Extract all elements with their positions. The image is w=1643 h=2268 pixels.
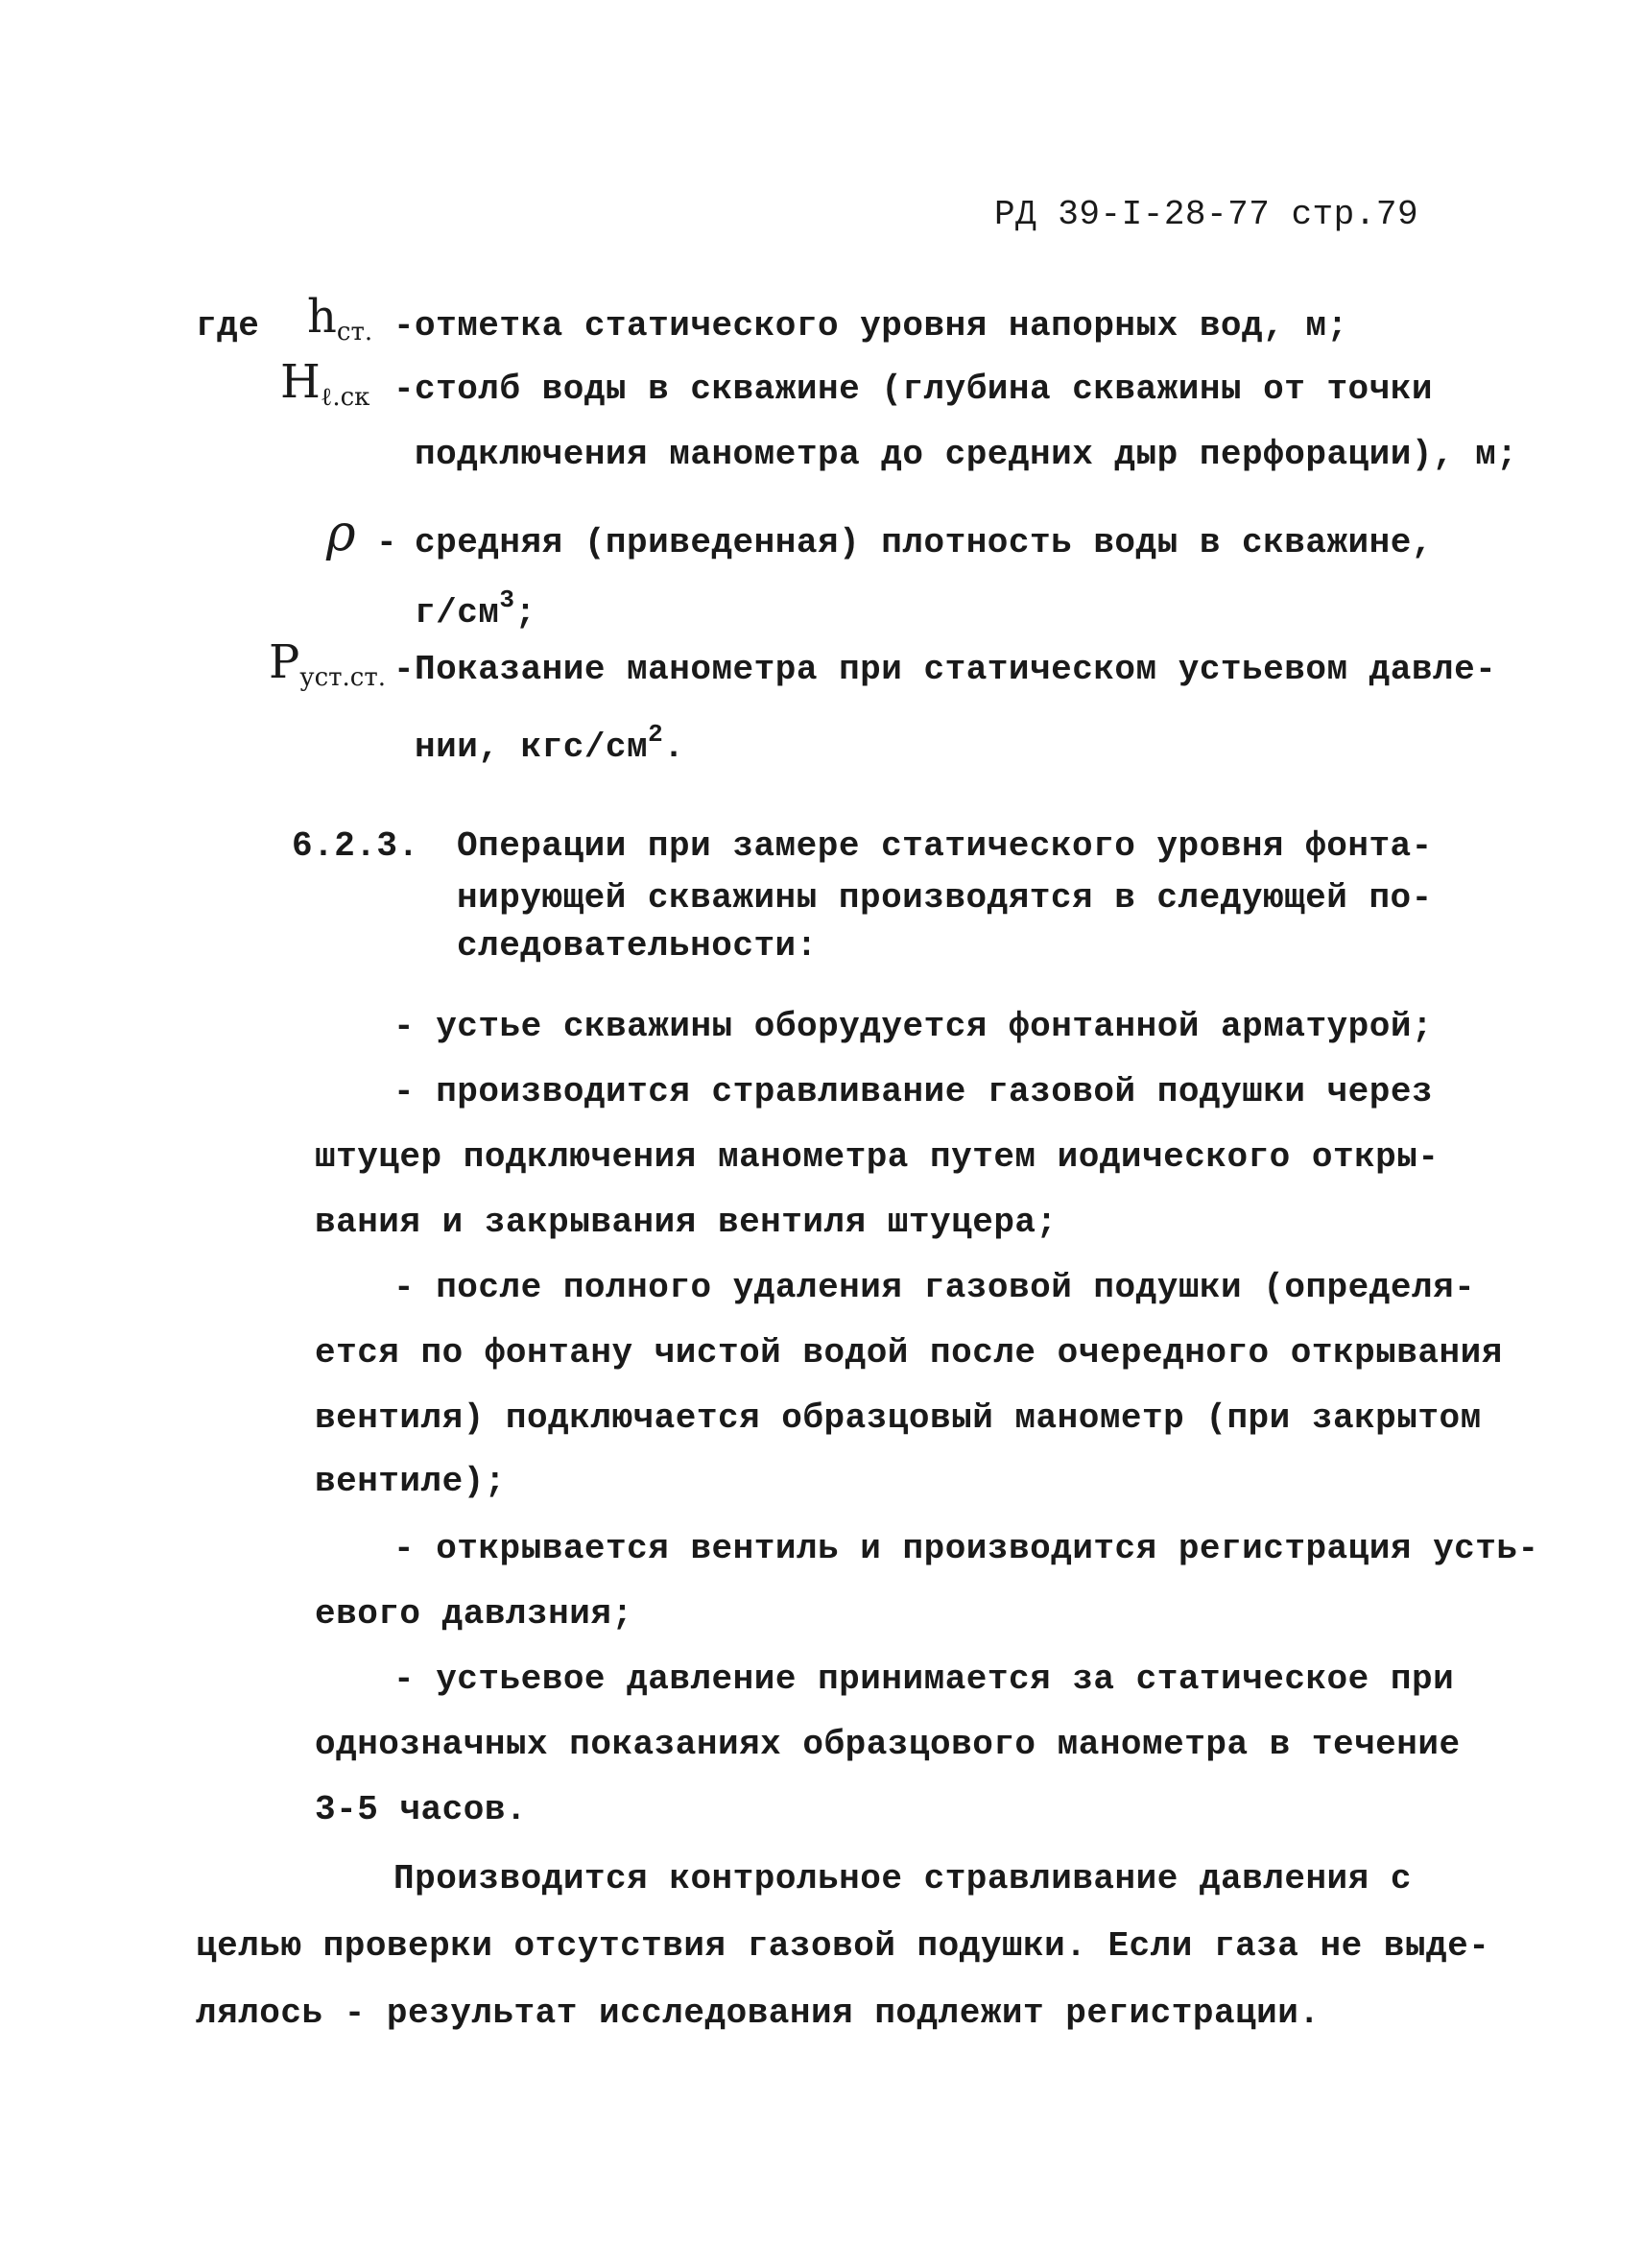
symbol-P-ust-st: $P_{уст.ст.}$ [269, 635, 387, 692]
symbol-h-st: $h_{ст.}$ [307, 290, 373, 346]
def-line-3b: $г/см^3$; [415, 585, 536, 633]
section-line-2: нирующей скважины производятся в следующей по- [457, 878, 1433, 918]
final-line-3: лялось - результат исследования подлежит регистрации. [196, 1993, 1321, 2033]
step-line-1: - устье скважины оборудуется фонтанной арматурой; [393, 1007, 1434, 1046]
def-line-4a: Показание манометра при статическом устьевом давле- [415, 650, 1497, 689]
step-line-3: штуцер подключения манометра путем иодического откры- [315, 1137, 1440, 1177]
step-line-12: однозначных показаниях образцового манометра в течение [315, 1725, 1461, 1764]
def-line-4b: нии, кгс/$см^2$. [415, 720, 685, 767]
step-line-10: евого давлзния; [315, 1594, 633, 1634]
def-dash-3: - [376, 523, 398, 562]
def-line-3a: средняя (приведенная) плотность воды в скважине, [415, 523, 1433, 562]
section-line-3: следовательности: [457, 926, 818, 966]
section-line-1: Операции при замере статического уровня фонта- [457, 826, 1433, 866]
final-line-1: Производится контрольное стравливание давления с [393, 1859, 1412, 1898]
def-line-1a: отметка статического уровня напорных вод, м; [415, 306, 1348, 346]
step-line-5: - после полного удаления газовой подушки (определя- [393, 1268, 1476, 1307]
step-line-2: - производится стравливание газовой подушки через [393, 1072, 1434, 1111]
def-dash-2: - [393, 370, 416, 409]
def-dash-4: - [393, 650, 416, 689]
final-line-2: целью проверки отсутствия газовой подушки. Если газа не выде- [196, 1926, 1490, 1966]
section-number: 6.2.3. [292, 826, 419, 866]
symbol-H-lsk: $H_{\ell.ск}$ [280, 355, 370, 412]
step-line-13: 3-5 часов. [315, 1790, 528, 1829]
step-line-11: - устьевое давление принимается за статическое при [393, 1659, 1455, 1699]
step-line-8: вентиле); [315, 1462, 506, 1501]
definitions-intro: где [196, 306, 260, 346]
symbol-rho: ρ [326, 505, 356, 562]
step-line-7: вентиля) подключается образцовый манометр (при закрытом [315, 1398, 1482, 1438]
def-line-2a: столб воды в скважине (глубина скважины от точки [415, 370, 1433, 409]
def-line-2b: подключения манометра до средних дыр перфорации), м; [415, 435, 1518, 474]
step-line-6: ется по фонтану чистой водой после очередного открывания [315, 1333, 1503, 1373]
page-header-ref: РД 39-I-28-77 стр.79 [994, 195, 1419, 234]
def-dash-1: - [393, 306, 416, 346]
step-line-4: вания и закрывания вентиля штуцера; [315, 1203, 1058, 1242]
step-line-9: - открывается вентиль и производится регистрация усть- [393, 1529, 1539, 1568]
